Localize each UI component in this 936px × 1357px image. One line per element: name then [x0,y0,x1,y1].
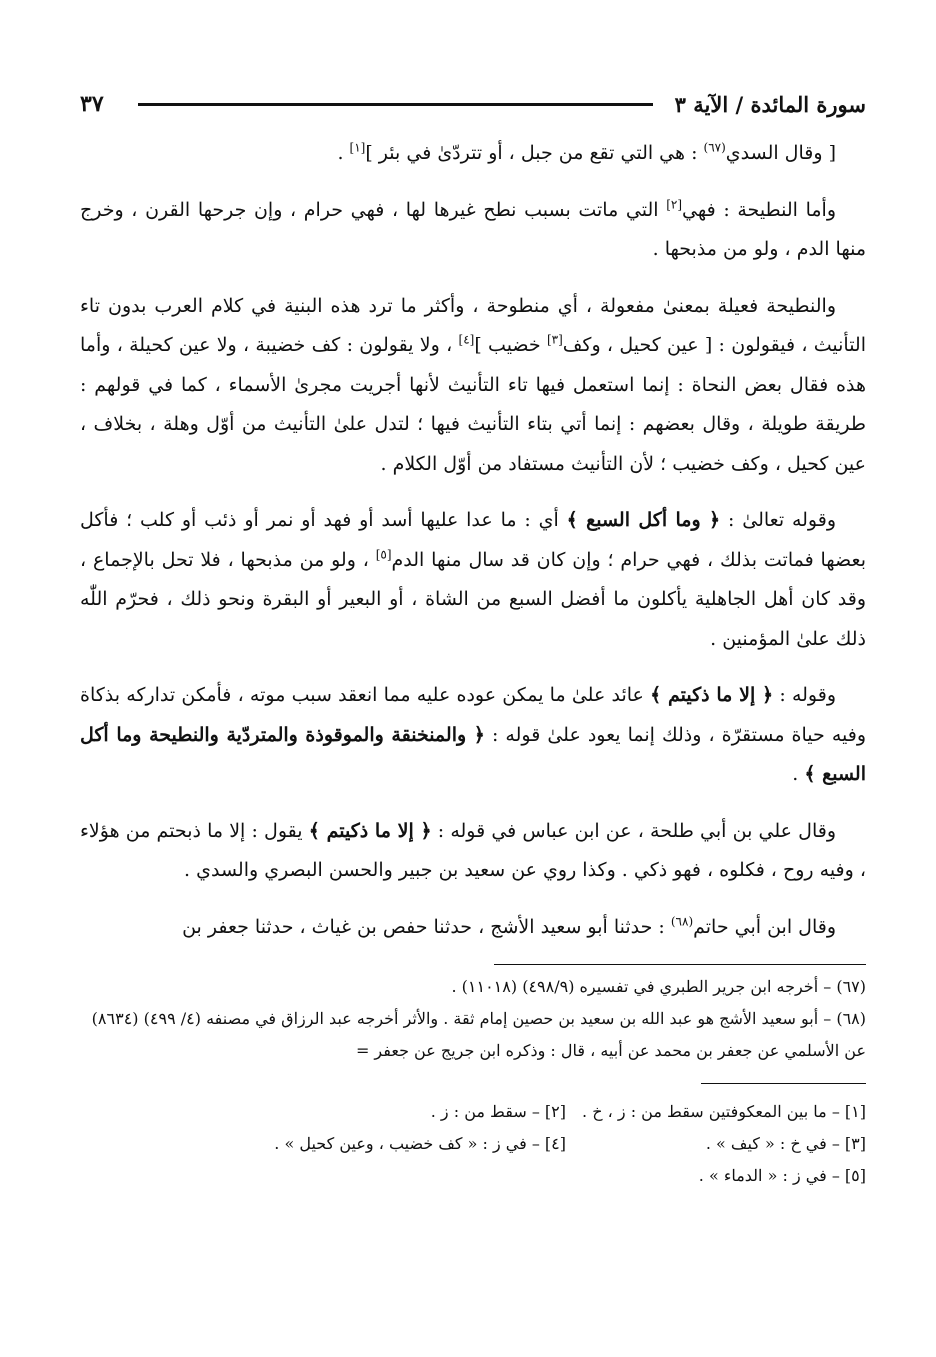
footnote-marker: [٢] [666,197,683,212]
variant-row [80,1096,866,1128]
quran-quote: ﴿ إلا ما ذكيتم ﴾ [308,819,432,842]
footnote-rule [494,964,866,965]
footnote-marker: [٣] [546,332,563,347]
text-segment: أي : ما عدا عليها أسد أو فهد أو نمر أو ذئب أو كلب ؛ فأكل بعضها فماتت بذلك ، فهي حرام ؛ وإن كان قد سال منها الدم [80,509,866,571]
page-number: ٣٧ [80,91,104,117]
footnotes [80,971,866,1067]
variant-note: [٤] – في ز : « كف خضيب ، وعين كحيل » . [274,1134,566,1153]
paragraph-p1 [80,134,866,174]
text-segment: وقال ابن أبي حاتم [693,915,836,938]
footnote: (٦٧) – أخرجه ابن جرير الطبري في تفسيره (٤٩٨/٩) (١١٠١٨) . [451,977,866,996]
running-header [80,84,866,124]
quran-quote: ﴿ والمنخنقة والموقوذة والمتردّية والنطيحة وما أكل السبع ﴾ [80,723,866,785]
footnote-marker: (٦٨) [670,914,694,929]
manuscript-variants [80,1096,866,1192]
variants-rule [701,1083,866,1084]
text-segment: خضيب ] [474,334,547,356]
variant-row [80,1128,866,1160]
text-segment: وقوله : [773,684,836,706]
text-segment: . [337,142,350,164]
header-rule [138,103,653,106]
page [80,84,866,1192]
text-segment: ، ولو من مذبحها ، فلا تحل بالإجماع ، وقد كان أهل الجاهلية يأكلون ما أفضل السبع من الشاة ، أو البعير أو البقرة ونحو ذلك ، فحرّم اللّٰه ذلك علىٰ المؤمنين . [80,548,866,650]
text-segment: [ وقال السدي [725,142,836,164]
text-segment: ، ولا يقولون : كف خضيبة ، ولا عين كحيلة ، وأما هذه فقال بعض النحاة : إنما استعمل فيها تاء التأنيث لأنها أجريت مجرىٰ الأسماء ، كما في قولهم : طريقة طويلة ، وقال بعضهم : إنما أتي بتاء التأنيث فيها ؛ لتدل علىٰ التأنيث من أوّل وهلة ، بخلاف ، عين كحيل ، وكف خضيب ؛ لأن التأنيث مستفاد من أوّل الكلام . [80,334,866,475]
footnote-marker: [١] [349,140,366,155]
paragraph-p5 [80,676,866,795]
text-segment: التي ماتت بسبب نطح غيرها لها ، فهي حرام ، وإن جرحها القرن ، وخرج منها الدم ، ولو من مذبحها . [80,198,866,260]
variant-row [80,1160,866,1192]
paragraph-p2 [80,191,866,270]
text-segment: وقال علي بن أبي طلحة ، عن ابن عباس في قوله : [431,819,836,842]
footnote: (٦٨) – أبو سعيد الأشج هو عبد الله بن سعيد بن حصين إمام ثقة . والأثر أخرجه عبد الرزاق في مصنفه (٤/ ٤٩٩) (٨٦٣٤) عن الأسلمي عن جعفر بن محمد عن أبيه ، قال : وذكره ابن جريج عن جعفر = [91,1009,866,1060]
quran-quote: ﴿ إلا ما ذكيتم ﴾ [650,684,774,706]
paragraph-p7 [80,908,866,948]
body-text [80,134,866,947]
footnote-marker: [٥] [375,547,392,562]
variant-note: [٢] – سقط من : ز . [430,1102,566,1121]
paragraph-p4 [80,501,866,659]
text-segment: : حدثنا أبو سعيد الأشج ، حدثنا حفص بن غياث ، حدثنا جعفر بن [182,915,671,938]
variant-note: [١] – ما بين المعكوفتين سقط من : ز ، خ . [582,1102,866,1121]
text-segment: وأما النطيحة : فهي [682,198,836,221]
variant-note: [٥] – في ز : « الدماء » . [698,1166,866,1185]
text-segment: عائد علىٰ ما يمكن عوده عليه مما انعقد سبب موته ، فأمكن تداركه بذكاة وفيه حياة مستقرّة ، وذلك إنما يعود علىٰ قوله : [80,684,866,746]
text-segment: وقوله تعالىٰ : [720,509,837,531]
paragraph-p6 [80,812,866,891]
footnote-marker: (٦٧) [703,140,726,155]
running-title: سورة المائدة / الآية ٣ [674,91,866,117]
text-segment: : هي التي تقع من جبل ، أو تتردّىٰ في بئر ] [365,142,704,164]
paragraph-p3 [80,287,866,485]
text-segment: يقول : إلا ما ذبحتم من هؤلاء ، وفيه روح ، فكلوه ، فهو ذكي . وكذا روي عن سعيد بن جبير والحسن البصري والسدي . [80,819,866,881]
quran-quote: ﴿ وما أكل السبع ﴾ [566,509,721,531]
text-segment: . [792,763,805,785]
variant-note: [٣] – في خ : « كيف » . [705,1134,866,1153]
footnote-marker: [٤] [458,332,475,347]
text-segment: والنطيحة فعيلة بمعنىٰ مفعولة ، أي منطوحة ، وأكثر ما ترد هذه البنية في كلام العرب بدون تاء التأنيث ، فيقولون : [ عين كحيل ، وكف [80,294,866,356]
